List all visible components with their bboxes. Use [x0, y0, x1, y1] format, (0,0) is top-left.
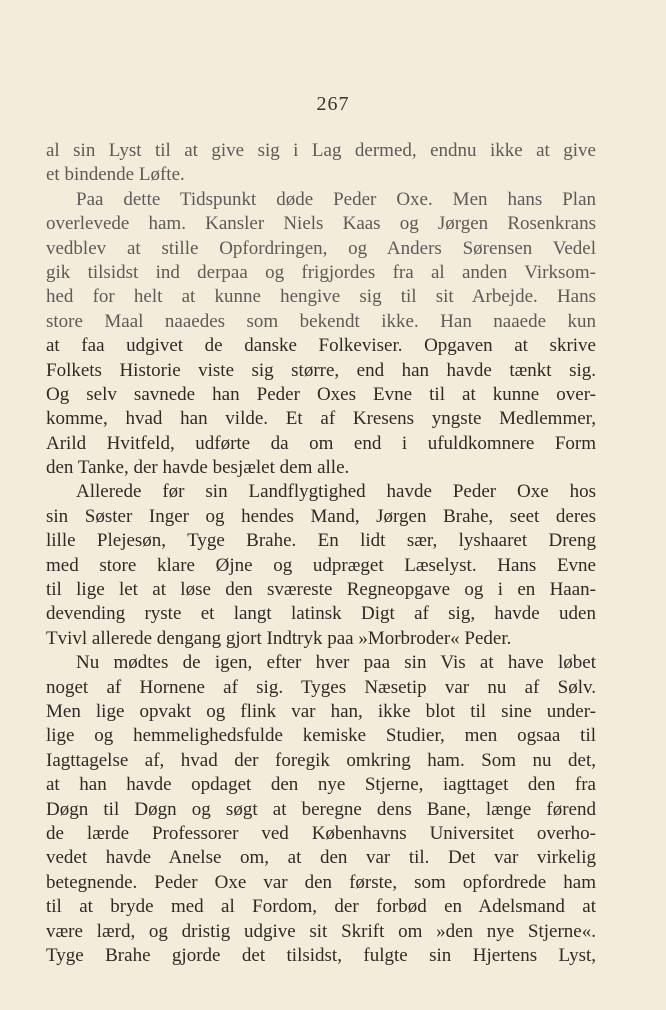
text-line: noget af Hornene af sig. Tyges Næsetip var nu af Sølv. — [46, 676, 596, 698]
text-line: Og selv savnede han Peder Oxes Evne til at kunne over- — [46, 383, 596, 405]
text-line: sin Søster Inger og hendes Mand, Jørgen Brahe, seet deres — [46, 505, 596, 527]
text-line: Tvivl allerede dengang gjort Indtryk paa »Morbroder« Peder. — [46, 627, 512, 649]
text-line: betegnende. Peder Oxe var den første, som opfordrede ham — [46, 871, 596, 893]
text-line: Men lige opvakt og flink var han, ikke blot til sine under- — [46, 700, 596, 722]
text-line: med store klare Øjne og udpræget Læselyst. Hans Evne — [46, 554, 596, 576]
body-text — [46, 139, 596, 968]
text-line: at han havde opdaget den nye Stjerne, iagttaget den fra — [46, 774, 596, 796]
text-line: et bindende Løfte. — [46, 164, 185, 186]
text-line: hed for helt at kunne hengive sig til sit Arbejde. Hans — [46, 286, 596, 308]
text-line: komme, hvad han vilde. Et af Kresens yngste Medlemmer, — [46, 408, 596, 430]
text-line: al sin Lyst til at give sig i Lag dermed, endnu ikke at give — [46, 140, 596, 161]
text-line: Tyge Brahe gjorde det tilsidst, fulgte sin Hjertens Lyst, — [46, 944, 596, 966]
text-line: overlevede ham. Kansler Niels Kaas og Jørgen Rosenkrans — [46, 213, 596, 235]
text-line: Døgn til Døgn og søgt at beregne dens Bane, længe førend — [46, 798, 596, 820]
text-line: devending ryste et langt latinsk Digt af sig, havde uden — [46, 603, 596, 625]
text-line: den Tanke, der havde besjælet dem alle. — [46, 457, 350, 479]
text-line: være lærd, og dristig udgive sit Skrift om »den nye Stjerne«. — [46, 920, 596, 942]
text-line: til at bryde med al Fordom, der forbød en Adelsmand at — [46, 896, 596, 918]
text-line: Arild Hvitfeld, udførte da om end i ufuldkomnere Form — [46, 432, 596, 454]
text-line: at faa udgivet de danske Folkeviser. Opgaven at skrive — [46, 335, 596, 357]
text-line: Iagttagelse af, hvad der foregik omkring ham. Som nu det, — [46, 749, 596, 771]
text-line: Folkets Historie viste sig større, end han havde tænkt sig. — [46, 359, 596, 381]
text-line: lige og hemmelighedsfulde kemiske Studier, men ogsaa til — [46, 725, 596, 747]
text-line: store Maal naaedes som bekendt ikke. Han naaede kun — [46, 310, 596, 332]
text-line: Paa dette Tidspunkt døde Peder Oxe. Men hans Plan — [76, 188, 596, 210]
text-line: til lige let at løse den sværeste Regneopgave og i en Haan- — [46, 579, 596, 601]
text-line: Nu mødtes de igen, efter hver paa sin Vis at have løbet — [76, 652, 596, 674]
text-line: de lærde Professorer ved Københavns Universitet overho- — [46, 822, 596, 844]
text-line: vedet havde Anelse om, at den var til. Det var virkelig — [46, 847, 596, 869]
text-line: lille Plejesøn, Tyge Brahe. En lidt sær, lyshaaret Dreng — [46, 530, 596, 552]
text-line: vedblev at stille Opfordringen, og Anders Sørensen Vedel — [46, 237, 596, 259]
text-line: Allerede før sin Landflygtighed havde Peder Oxe hos — [76, 481, 596, 503]
text-line: gik tilsidst ind derpaa og frigjordes fra al anden Virksom- — [46, 261, 596, 283]
page-number: 267 — [316, 93, 350, 115]
